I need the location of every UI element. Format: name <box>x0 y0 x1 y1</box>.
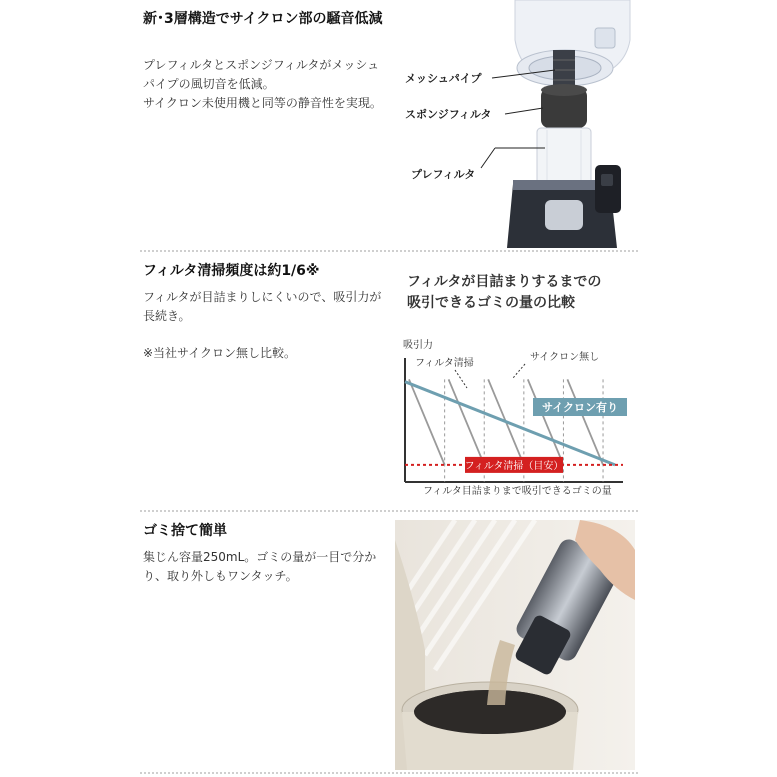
annotation-arrow <box>455 370 467 388</box>
dust-disposal-illustration <box>395 520 635 770</box>
chart-title-line: 吸引できるゴミの量の比較 <box>407 295 575 311</box>
no-cyclone-segment <box>449 379 485 465</box>
section-divider <box>140 772 638 774</box>
body-line: 長続き。 <box>143 309 191 323</box>
section-body <box>143 548 398 586</box>
body-line: プレフィルタとスポンジフィルタがメッシュ <box>143 58 380 72</box>
filter-structure-illustration <box>395 0 635 248</box>
y-axis-label: 吸引力 <box>403 340 433 351</box>
body-line: フィルタが目詰まりしにくいので、吸引力が <box>143 290 382 304</box>
callout-pre-filter: プレフィルタ <box>411 168 476 181</box>
no-cyclone-segment <box>528 379 564 465</box>
filter-structure-photo <box>395 0 635 248</box>
series-label-cyclone-on: サイクロン有り <box>541 401 619 414</box>
body-line: 集じん容量250mL。ゴミの量が一目で分か <box>143 550 377 564</box>
annotation-filter-clean: フィルタ清掃 <box>415 358 474 369</box>
comparison-chart <box>395 270 640 500</box>
section-body <box>143 56 403 113</box>
section-title: フィルタ清掃頻度は約1/6※ <box>143 263 320 279</box>
callout-mesh-pipe: メッシュパイプ <box>405 72 482 85</box>
section-title: 新･3層構造でサイクロン部の騒音低減 <box>143 11 383 27</box>
annotation-no-cyclone: サイクロン無し <box>530 352 600 363</box>
section-title: ゴミ捨て簡単 <box>143 523 227 539</box>
section-dust-disposal <box>0 512 777 777</box>
x-axis-label: フィルタ目詰まりまで吸引できるゴミの量 <box>423 486 612 497</box>
plot-area <box>405 358 627 482</box>
cyclone-on-line <box>405 382 615 465</box>
section-body <box>143 288 393 326</box>
chart-title-line: フィルタが目詰まりするまでの <box>407 274 602 290</box>
body-line: り、取り外しもワンタッチ。 <box>143 569 298 583</box>
no-cyclone-segment <box>409 379 445 465</box>
body-line: パイプの風切音を低減。 <box>143 77 275 91</box>
section-filter-frequency <box>0 252 777 510</box>
annotation-arrow <box>513 364 525 378</box>
section-note: ※当社サイクロン無し比較。 <box>143 346 296 360</box>
callout-sponge-filter: スポンジフィルタ <box>405 108 492 121</box>
dust-disposal-photo <box>395 520 635 770</box>
body-line: サイクロン未使用機と同等の静音性を実現。 <box>143 96 382 110</box>
threshold-label: フィルタ清掃（目安） <box>464 460 564 472</box>
section-noise-reduction <box>0 0 777 250</box>
chart-plot <box>395 270 640 500</box>
